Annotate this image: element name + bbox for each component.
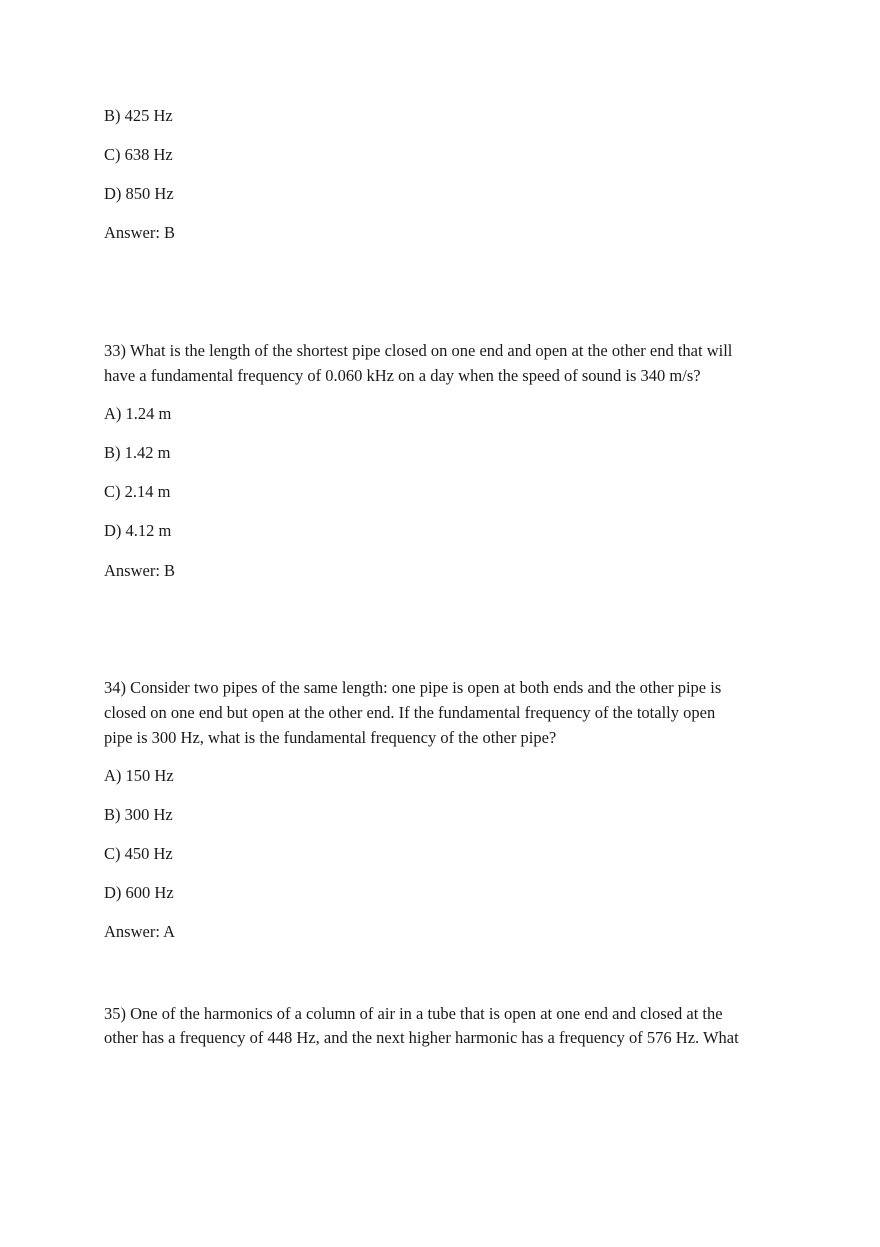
q33-answer: Answer: B xyxy=(104,561,176,580)
q35-question-line-1: 35) One of the harmonics of a column of air in a tube that is open at one end and closed at the xyxy=(104,1004,723,1023)
q32-option-c: C) 638 Hz xyxy=(104,145,173,164)
q34-option-c: C) 450 Hz xyxy=(104,844,173,863)
q34-answer: Answer: A xyxy=(104,922,176,941)
q35-question-line-2: other has a frequency of 448 Hz, and the next higher harmonic has a frequency of 576 Hz. What xyxy=(104,1028,739,1047)
q33-option-a: A) 1.24 m xyxy=(104,404,172,423)
q32-option-d: D) 850 Hz xyxy=(104,184,174,203)
q34-question-line-2: closed on one end but open at the other end. If the fundamental frequency of the totally open xyxy=(104,703,716,722)
q33-option-b: B) 1.42 m xyxy=(104,443,171,462)
q32-option-b: B) 425 Hz xyxy=(104,106,173,125)
q34-question-line-3: pipe is 300 Hz, what is the fundamental frequency of the other pipe? xyxy=(104,728,557,747)
q34-option-a: A) 150 Hz xyxy=(104,766,174,785)
q33-option-d: D) 4.12 m xyxy=(104,521,172,540)
q34-option-d: D) 600 Hz xyxy=(104,883,174,902)
q33-question-line-1: 33) What is the length of the shortest pipe closed on one end and open at the other end that will xyxy=(104,341,733,360)
q33-option-c: C) 2.14 m xyxy=(104,482,171,501)
q32-answer: Answer: B xyxy=(104,223,176,242)
q34-question-line-1: 34) Consider two pipes of the same length: one pipe is open at both ends and the other pipe is xyxy=(104,678,722,697)
q33-question-line-2: have a fundamental frequency of 0.060 kHz on a day when the speed of sound is 340 m/s? xyxy=(104,366,701,385)
q34-option-b: B) 300 Hz xyxy=(104,805,173,824)
